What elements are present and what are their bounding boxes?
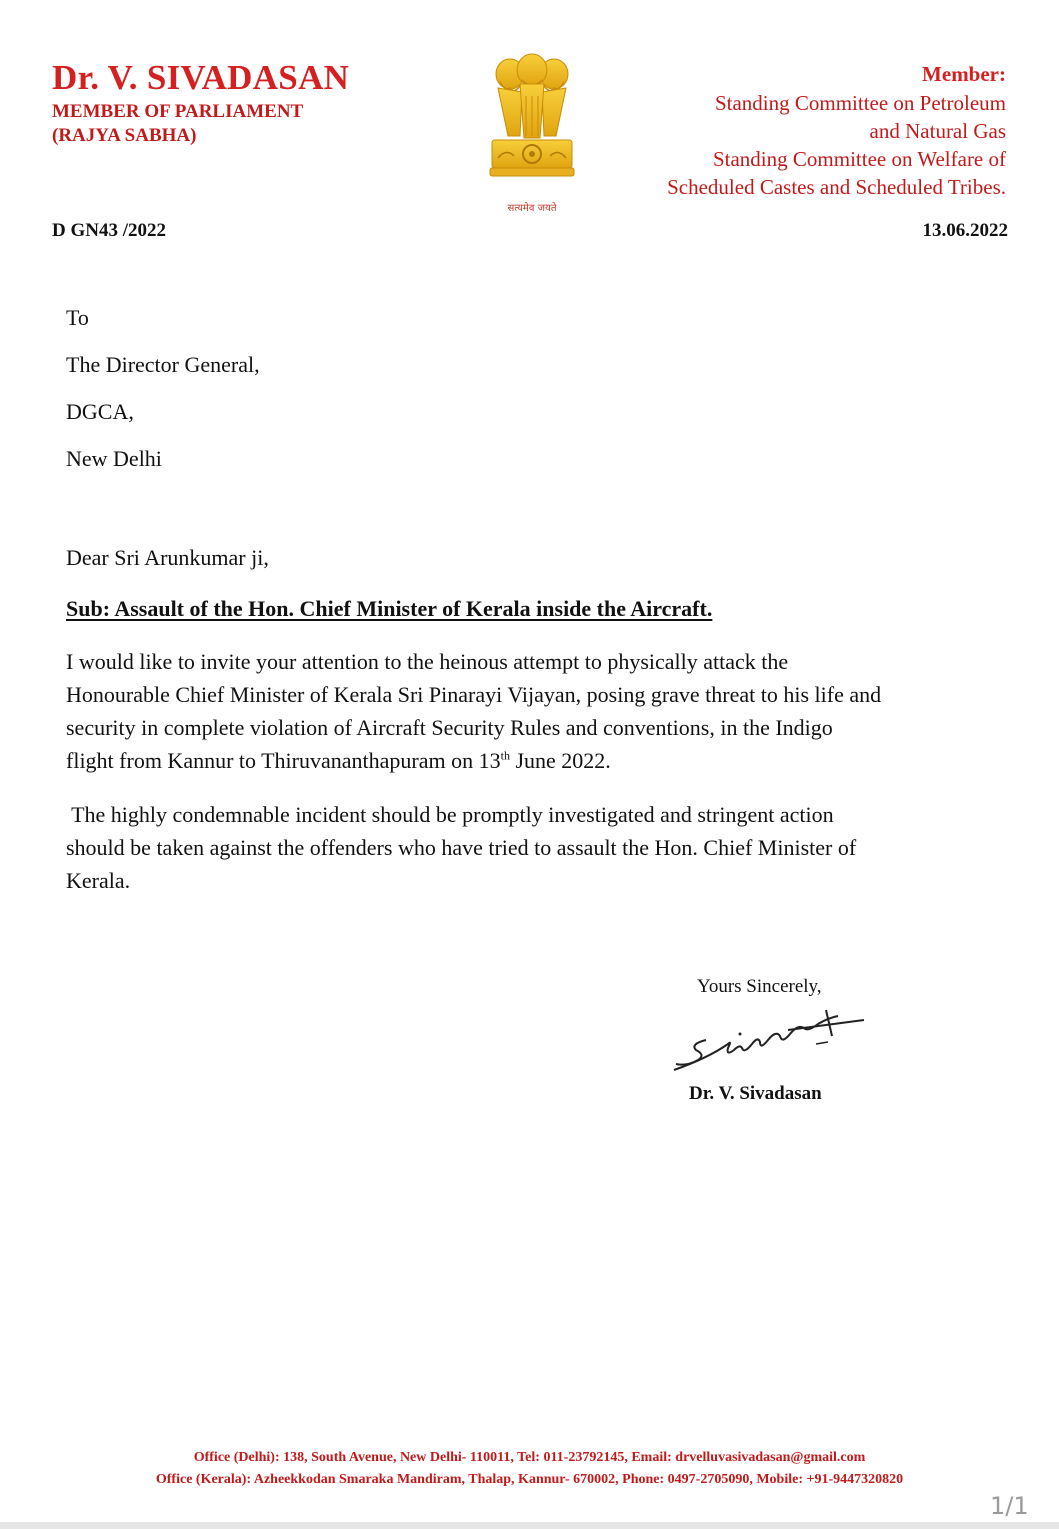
member-title: Member: <box>922 62 1006 86</box>
paragraph-line: Honourable Chief Minister of Kerala Sri Pinarayi Vijayan, posing grave threat to his life and <box>66 682 882 707</box>
footer-office-delhi: Office (Delhi): 138, South Avenue, New Delhi- 110011, Tel: 011-23792145, Email: drvelluvasivadasan@gmail.com <box>193 1450 866 1465</box>
emblem-motto: सत्यमेव जयते <box>507 203 557 214</box>
body-paragraph-2 <box>66 798 1016 897</box>
viewer-bottom-bar <box>0 1522 1059 1529</box>
committee-list <box>546 89 1006 201</box>
address-line: To <box>66 305 89 330</box>
letter-date: 13.06.2022 <box>922 220 1008 241</box>
committee-line: Scheduled Castes and Scheduled Tribes. <box>667 175 1006 199</box>
mp-role <box>52 100 303 148</box>
committee-line: and Natural Gas <box>869 119 1006 143</box>
paragraph-line: security in complete violation of Aircraft Security Rules and conventions, in the Indigo <box>66 715 833 740</box>
subject-line: Sub: Assault of the Hon. Chief Minister of Kerala inside the Aircraft. <box>66 596 713 621</box>
role-line-1: MEMBER OF PARLIAMENT <box>52 101 304 122</box>
footer-office-kerala: Office (Kerala): Azheekkodan Smaraka Mandiram, Thalap, Kannur- 670002, Phone: 0497-2705090, Mobile: +91-9447320820 <box>155 1472 904 1487</box>
paragraph-line: The highly condemnable incident should be promptly investigated and stringent action <box>66 802 834 827</box>
paragraph-line <box>66 744 1016 777</box>
paragraph-text: June 2022. <box>509 748 611 773</box>
page-indicator: 1/1 <box>990 1492 1029 1520</box>
body-paragraph-1 <box>66 645 1016 777</box>
mp-name: Dr. V. SIVADASAN <box>52 58 350 97</box>
paragraph-line: should be taken against the offenders who have tried to assault the Hon. Chief Minister of <box>66 835 857 860</box>
reference-number: D GN43 /2022 <box>52 220 166 241</box>
paragraph-line: I would like to invite your attention to the heinous attempt to physically attack the <box>66 649 789 674</box>
committee-line: Standing Committee on Petroleum <box>714 91 1006 115</box>
address-line: New Delhi <box>66 446 162 471</box>
role-line-2: (RAJYA SABHA) <box>52 125 197 146</box>
ordinal-suffix: th <box>500 748 510 763</box>
signer-name: Dr. V. Sivadasan <box>689 1083 822 1104</box>
committee-line: Standing Committee on Welfare of <box>712 147 1006 171</box>
address-line: DGCA, <box>66 399 134 424</box>
salutation: Dear Sri Arunkumar ji, <box>66 545 269 570</box>
paragraph-text: flight from Kannur to Thiruvananthapuram on 13 <box>66 748 501 773</box>
paragraph-line: Kerala. <box>66 868 131 893</box>
address-line: The Director General, <box>66 352 260 377</box>
signature-icon <box>668 1000 868 1080</box>
closing: Yours Sincerely, <box>697 976 822 997</box>
